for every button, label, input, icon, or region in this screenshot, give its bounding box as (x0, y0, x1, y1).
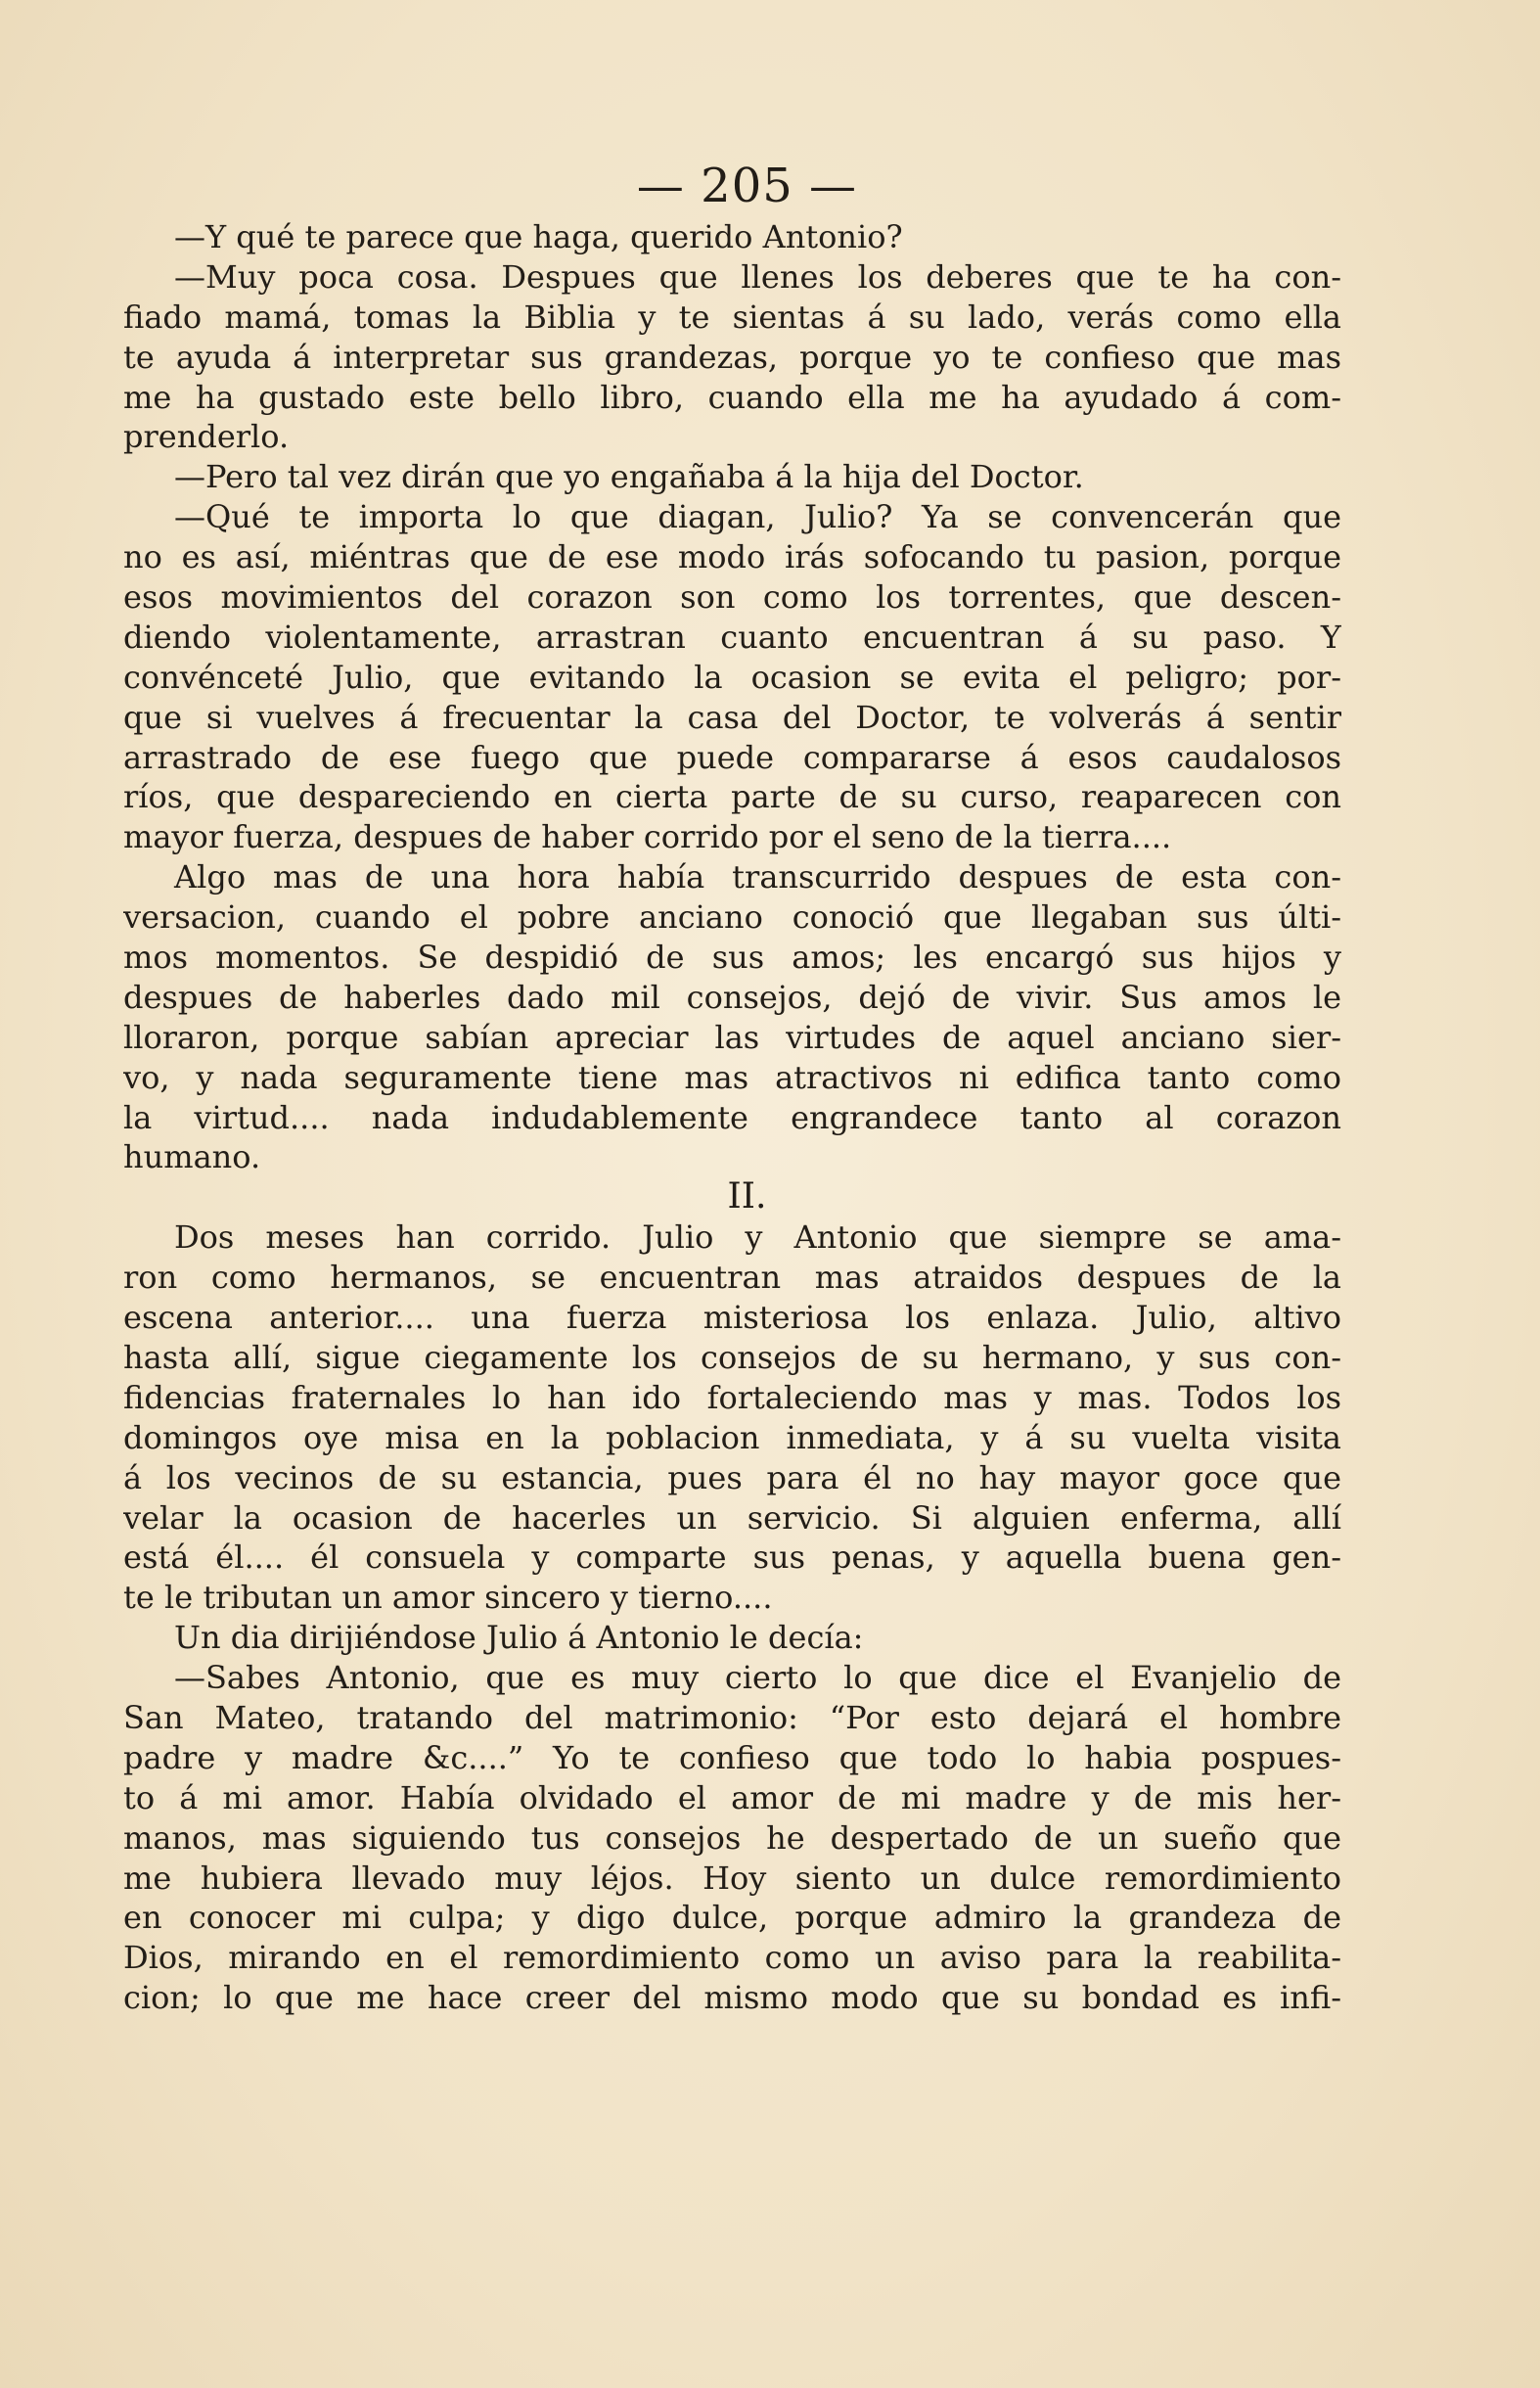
text-line: arrastrado de ese fuego que puede compararse á esos caudalosos (123, 738, 1341, 776)
text-line: Algo mas de una hora había transcurrido despues de esta con- (174, 858, 1341, 896)
text-line: manos, mas siguiendo tus consejos he despertado de un sueño que (123, 1818, 1341, 1857)
text-line: mos momentos. Se despidió de sus amos; les encargó sus hijos y (123, 939, 1341, 977)
text-line: me ha gustado este bello libro, cuando ella me ha ayudado á com- (123, 378, 1341, 416)
text-line: vo, y nada seguramente tiene mas atractivos ni edifica tanto como (123, 1058, 1341, 1096)
text-line: hasta allí, sigue ciegamente los consejos de su hermano, y sus con- (123, 1338, 1341, 1376)
text-line: mayor fuerza, despues de haber corrido por el seno de la tierra.... (123, 818, 1172, 856)
text-line: me hubiera llevado muy léjos. Hoy siento un dulce remordimiento (123, 1859, 1341, 1897)
text-line: cion; lo que me hace creer del mismo modo que su bondad es infi- (123, 1979, 1341, 2017)
body-text (123, 217, 1341, 2018)
text-line: San Mateo, tratando del matrimonio: “Por esto dejará el hombre (123, 1698, 1341, 1736)
text-line: en conocer mi culpa; y digo dulce, porque admiro la grandeza de (123, 1899, 1341, 1937)
text-line: convénceté Julio, que evitando la ocasion se evita el peligro; por- (123, 658, 1341, 696)
text-line: fidencias fraternales lo han ido fortaleciendo mas y mas. Todos los (123, 1378, 1341, 1416)
text-line: fiado mamá, tomas la Biblia y te sientas á su lado, verás como ella (123, 298, 1341, 336)
text-line: está él.... él consuela y comparte sus penas, y aquella buena gen- (123, 1538, 1341, 1577)
text-line: versacion, cuando el pobre anciano conoció que llegaban sus últi- (123, 898, 1341, 937)
text-line: despues de haberles dado mil consejos, dejó de vivir. Sus amos le (123, 978, 1341, 1016)
text-block (123, 155, 1341, 2018)
text-line: to á mi amor. Había olvidado el amor de mi madre y de mis her- (123, 1778, 1341, 1816)
text-line: —Sabes Antonio, que es muy cierto lo que dice el Evanjelio de (174, 1659, 1341, 1697)
text-line: —Qué te importa lo que diagan, Julio? Ya se convencerán que (174, 498, 1341, 536)
text-line: esos movimientos del corazon son como los torrentes, que descen- (123, 578, 1341, 617)
text-line: lloraron, porque sabían apreciar las virtudes de aquel anciano sier- (123, 1018, 1341, 1056)
text-line: velar la ocasion de hacerles un servicio. Si alguien enferma, allí (123, 1498, 1341, 1537)
section-heading: II. (727, 1177, 767, 1217)
text-line: padre y madre &c....” Yo te confieso que todo lo habia pospues- (123, 1738, 1341, 1776)
text-line: te ayuda á interpretar sus grandezas, porque yo te confieso que mas (123, 338, 1341, 376)
text-line: no es así, miéntras que de ese modo irás sofocando tu pasion, porque (123, 538, 1341, 576)
text-line: escena anterior.... una fuerza misteriosa los enlaza. Julio, altivo (123, 1299, 1341, 1337)
text-line: Dios, mirando en el remordimiento como un aviso para la reabilita- (123, 1939, 1341, 1977)
text-line: que si vuelves á frecuentar la casa del Doctor, te volverás á sentir (123, 698, 1341, 736)
text-line: domingos oye misa en la poblacion inmediata, y á su vuelta visita (123, 1418, 1341, 1456)
text-line: prenderlo. (123, 418, 290, 456)
text-line: Dos meses han corrido. Julio y Antonio que siempre se ama- (174, 1218, 1341, 1257)
text-line: —Muy poca cosa. Despues que llenes los deberes que te ha con- (174, 257, 1341, 296)
text-line: ríos, que despareciendo en cierta parte de su curso, reaparecen con (123, 778, 1341, 816)
text-line: la virtud.... nada indudablemente engrandece tanto al corazon (123, 1098, 1341, 1136)
text-line: —Y qué te parece que haga, querido Antonio? (174, 218, 903, 255)
text-line: humano. (123, 1138, 261, 1176)
text-line: —Pero tal vez dirán que yo engañaba á la hija del Doctor. (174, 458, 1084, 496)
page-number: — 205 — (636, 159, 858, 213)
text-line: diendo violentamente, arrastran cuanto encuentran á su paso. Y (123, 618, 1341, 656)
text-line: ron como hermanos, se encuentran mas atraidos despues de la (123, 1259, 1341, 1297)
text-line: te le tributan un amor sincero y tierno.... (123, 1579, 773, 1617)
text-line: á los vecinos de su estancia, pues para él no hay mayor goce que (123, 1458, 1341, 1496)
text-line: Un dia dirijiéndose Julio á Antonio le decía: (174, 1619, 864, 1657)
